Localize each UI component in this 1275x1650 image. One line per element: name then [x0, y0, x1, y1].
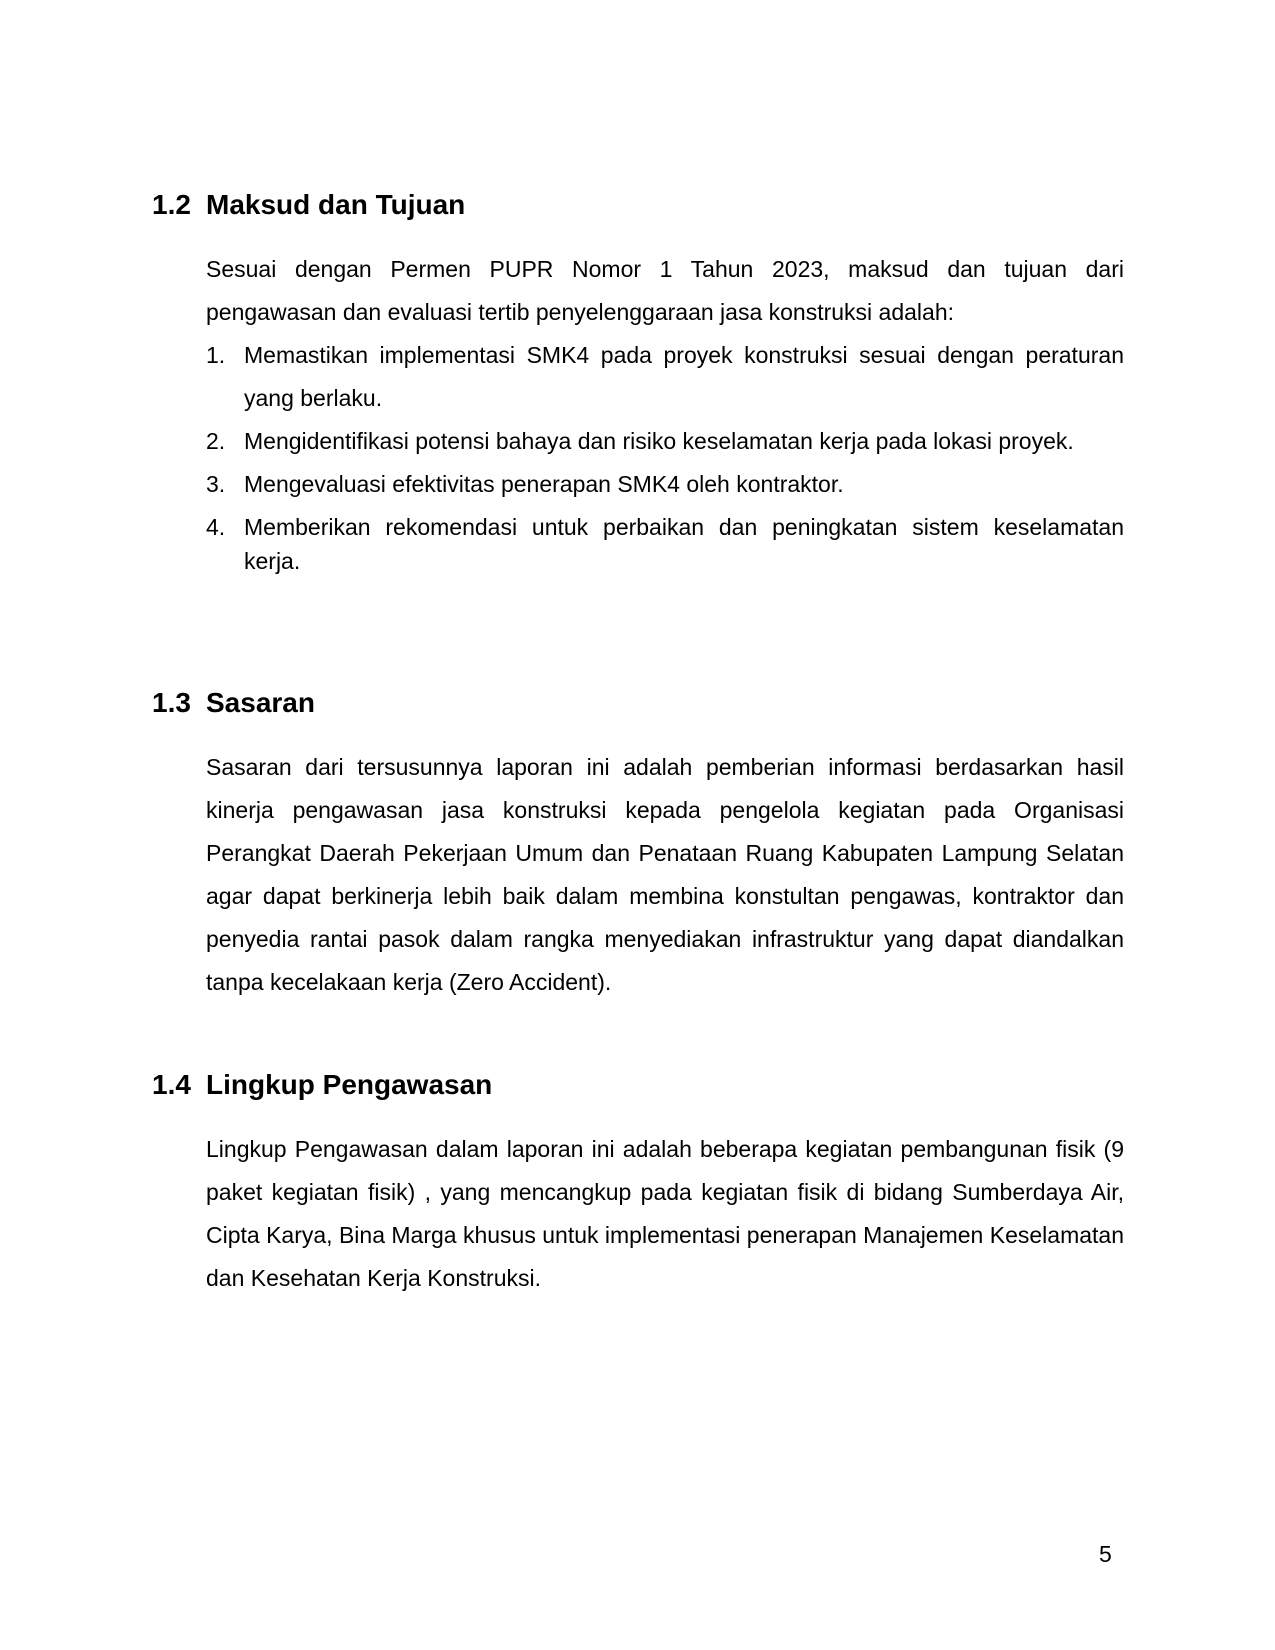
section-lingkup-pengawasan: [152, 1068, 1124, 1300]
section-title: Maksud dan Tujuan: [206, 189, 466, 220]
section-sasaran: [152, 686, 1124, 1004]
list-item: [206, 420, 1124, 463]
list-marker: 3.: [206, 471, 226, 497]
body-paragraph: Sasaran dari tersusunnya laporan ini adalah pemberian informasi berdasarkan hasil kinerja pengawasan jasa konstruksi kepada pengelola kegiatan pada Organisasi Perangkat Daerah Pekerjaan Umum dan Penataan Ruang Kabupaten Lampung Selatan agar dapat berkinerja lebih baik dalam membina konstultan pengawas, kontraktor dan penyedia rantai pasok dalam rangka menyediakan infrastruktur yang dapat diandalkan tanpa kecelakaan kerja (Zero Accident).: [206, 754, 1124, 995]
objectives-list: [206, 334, 1124, 578]
list-marker: 4.: [206, 514, 226, 540]
section-number: 1.2: [152, 189, 191, 220]
section-maksud-dan-tujuan: [152, 188, 1124, 578]
section-title: Lingkup Pengawasan: [206, 1069, 493, 1100]
section-number: 1.4: [152, 1069, 191, 1100]
list-item: [206, 506, 1124, 578]
list-item-text: Memberikan rekomendasi untuk perbaikan dan peningkatan sistem keselamatan kerja.: [244, 514, 1124, 574]
body-paragraph: Lingkup Pengawasan dalam laporan ini adalah beberapa kegiatan pembangunan fisik (9 paket kegiatan fisik) , yang mencangkup pada kegiatan fisik di bidang Sumberdaya Air, Cipta Karya, Bina Marga khusus untuk implementasi penerapan Manajemen Keselamatan dan Kesehatan Kerja Konstruksi.: [206, 1136, 1124, 1291]
list-item-text: Mengevaluasi efektivitas penerapan SMK4 oleh kontraktor.: [244, 471, 844, 497]
page-number: 5: [1099, 1541, 1112, 1567]
list-item: [206, 334, 1124, 420]
section-body: [206, 746, 1124, 1004]
list-item-text: Mengidentifikasi potensi bahaya dan risiko keselamatan kerja pada lokasi proyek.: [244, 428, 1074, 454]
list-item-text: Memastikan implementasi SMK4 pada proyek konstruksi sesuai dengan peraturan yang berlaku.: [244, 342, 1124, 411]
list-marker: 1.: [206, 342, 226, 368]
list-marker: 2.: [206, 428, 226, 454]
list-item: [206, 463, 1124, 506]
section-body: [206, 1128, 1124, 1300]
intro-paragraph: Sesuai dengan Permen PUPR Nomor 1 Tahun 2023, maksud dan tujuan dari pengawasan dan evaluasi tertib penyelenggaraan jasa konstruksi adalah:: [206, 256, 1124, 325]
section-number: 1.3: [152, 687, 191, 718]
section-title: Sasaran: [206, 687, 315, 718]
section-body: [206, 248, 1124, 578]
section-heading: [152, 188, 1124, 222]
section-heading: [152, 1068, 1124, 1102]
section-heading: [152, 686, 1124, 720]
